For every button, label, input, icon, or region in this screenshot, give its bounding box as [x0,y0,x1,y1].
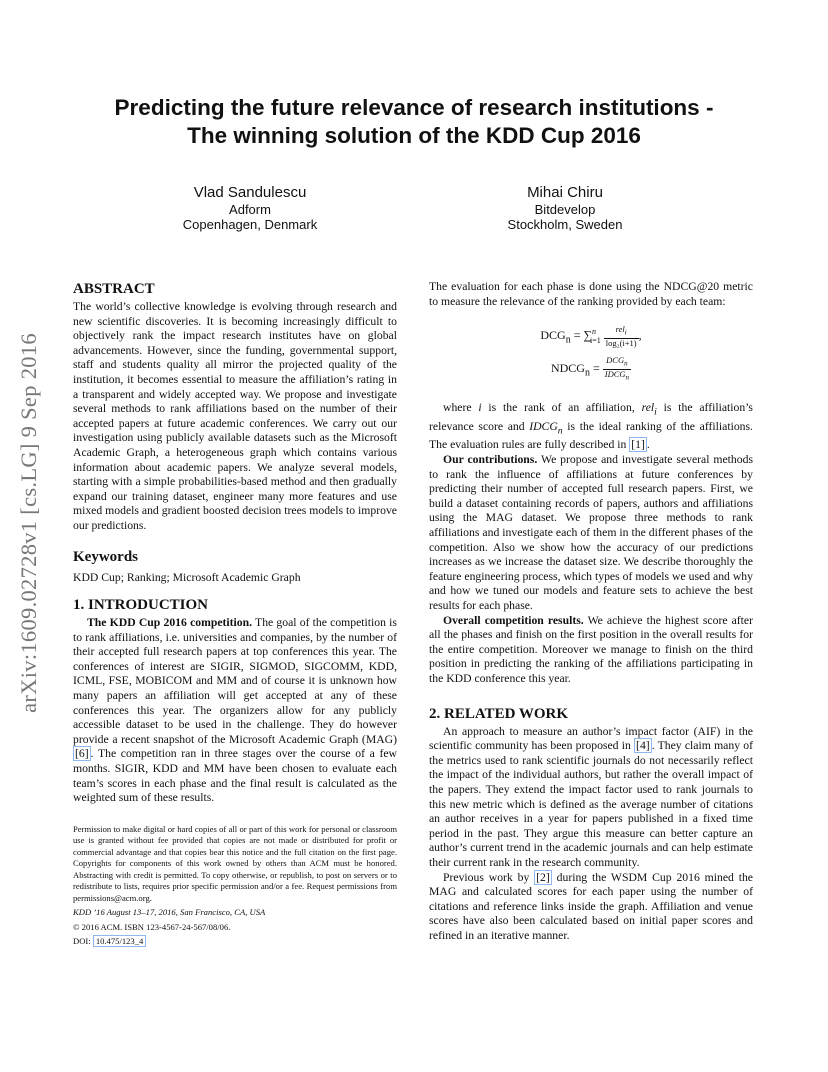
arxiv-identifier [9,293,49,753]
body-text: is the rank of an affiliation, [481,400,642,414]
contributions-paragraph [429,453,753,614]
introduction-heading: 1. INTRODUCTION [73,597,209,614]
body-text: during the WSDM Cup 2016 mined the MAG and calculated scores for each paper using the number of citations and reference links inside the graph. Affiliation and venue scores have also been calculated based on initial paper scores and refined in an iterative manner. [429,870,753,942]
evaluation-intro: The evaluation for each phase is done using the NDCG@20 metric to measure the relevance of the ranking provided by each team: [429,280,753,308]
math-var: rel [641,400,655,414]
doi-link[interactable]: 10.475/123_4 [93,935,147,947]
body-text: . [646,438,650,452]
keywords-heading: Keywords [73,548,138,565]
eq-ndcg-fraction [603,356,631,382]
copyright-line: © 2016 ACM. ISBN 123-4567-24-567/08/06. [73,921,231,932]
equation-dcg [429,325,753,348]
evaluation-where [429,401,753,453]
abstract-text: The world’s collective knowledge is evolving through research and new scientific discoveries. It is becoming increasingly difficult to objectively rank the impact research institutes have on global advancements. However, since the funding, governmental support, staff and students quality all mirror the projected quality of the institution, it becomes essential to measure the affiliation’s rating in a transparent and widely accepted way. We propose and investigate several methods to rank affiliations based on the number of their accepted papers at future academic conferences. We carry out our investigation using publicly available datasets such as the Microsoft Academic Graph, a heterogeneous graph which contains various information about academic papers. We analyze several models, starting with a simple probabilities-based method and then gradually expand our training dataset, engineer many more features and use mixed models and gradient boosted decision trees models to improve our predictions. [73,300,397,532]
author-affiliation: Adform [229,202,271,217]
author-block-2 [475,184,655,232]
eq-num-sub: i [624,328,627,337]
author-location: Stockholm, Sweden [507,217,623,232]
citation-link[interactable]: [4] [636,739,650,753]
eq-den-sub: n [625,373,630,382]
permission-notice: Permission to make digital or hard copies of all or part of this work for personal or classroom use is granted without fee provided that copies are not made or distributed for profit or commercial advantage and that copies bear this notice and the full citation on the first page. Copyrights for components of this work owned by others than ACM must be honored. Abstracting with credit is permitted. To copy otherwise, or republish, to post on servers or to redistribute to lists, requires prior specific permission and/or a fee. Request permissions from permissions@acm.org. [73,823,397,903]
eq-den: IDCG [604,368,626,379]
title-line-1: Predicting the future relevance of research institutions - [114,95,714,120]
author-affiliation: Bitdevelop [534,202,596,217]
math-sub: n [557,424,563,436]
eq-num: DCG [606,355,625,366]
left-column [73,280,397,948]
eq-ndcg-lhs: NDCG [550,361,585,376]
body-text: An approach to measure an author’s impact factor (AIF) in the scientific community has been proposed in [429,724,753,753]
related-work-heading: 2. RELATED WORK [429,705,569,722]
citation-link[interactable]: [1] [631,438,645,452]
math-var: IDCG [529,419,558,433]
keywords-text: KDD Cup; Ranking; Microsoft Academic Graph [73,570,301,584]
title-line-2: The winning solution of the KDD Cup 2016 [187,123,641,148]
body-text: We achieve the highest score after all the phases and finish on the first position in the overall results for the entire competition. Moreover we manage to finish on the third position in predicting the ranking of the affiliations participating in the KDD conference this year. [429,613,753,685]
author-name: Vlad Sandulescu [193,184,307,201]
eq-dcg-lhs: DCG [540,328,566,343]
introduction-paragraph [73,616,397,806]
eq-sum-lower: i=1 [590,335,601,345]
author-location: Copenhagen, Denmark [182,217,318,232]
equation-ndcg [429,356,753,382]
eq-comma: , [638,328,642,343]
results-paragraph [429,614,753,687]
conference-info: KDD ’16 August 13–17, 2016, San Francisco, CA, USA [73,907,266,918]
body-text: We propose and investigate several methods to rank the influence of affiliations at future conferences by predicting their number of accepted full research papers. First, we build a dataset containing records of papers, authors and affiliations using the MAG dataset. We propose three methods to rank affiliations and investigate each of them in the different phases of the competition. Also we show how the accuracy of our predictions increases as we increase the dataset size. We describe thoroughly the feature engineering process, which types of models we used and why and how we tuned our models and feature sets to achieve the best results for each phase. [429,453,753,613]
eq-den: log₂(i+1) [605,337,637,348]
right-column [429,280,753,943]
eq-equals: = [589,361,603,376]
related-paragraph-2 [429,871,753,944]
doi-label: DOI: [73,936,93,947]
related-paragraph-1 [429,725,753,871]
citation-link[interactable]: [6] [75,747,89,761]
author-block-1 [160,184,340,232]
abstract-heading: ABSTRACT [73,281,155,297]
eq-dcg-fraction [604,325,639,348]
body-text: is the affiliation’s relevance score and [429,400,753,433]
author-name: Mihai Chiru [527,184,603,201]
body-text: where [443,400,479,414]
body-text: The goal of the competition is to rank affiliations, i.e. universities and companies, by the number of their accepted full research papers at top conferences this year. The conferences of interest are SIGIR, SIGMOD, SIGCOMM, KDD, ICML, FSE, MOBICOM and MM and of course it is unknown how many papers an affiliation will get accepted at any of these conferences this year. The organizers allow for any publicly accessible dataset to be used in the challenge. They do however provide a recent snapshot of the Microsoft Academic Graph (MAG) [73,616,397,746]
body-text: Previous work by [443,870,535,884]
body-text: . They claim many of the metrics used to rank scientific journals do not necessarily reflect the impact of the individual authors, but rather the overall impact of the papers. They extend the impact factor used to rank journals to this new metric which is defined as the average number of citations an author receives in a year for papers published in a fixed time period in the past. They argue this measure can better capture an author’s current trend in the academic journals and can help estimate their current rank in the research community. [429,739,753,869]
paper-title [60,94,768,150]
citation-link[interactable]: [2] [536,870,550,884]
math-sub: i [654,405,657,417]
eq-num: rel [615,324,625,335]
runin-heading: Overall competition results. [443,613,584,627]
eq-sum-upper: n [592,327,597,337]
doi-line [73,936,397,948]
eq-ndcg-sub: n [584,367,590,379]
runin-heading: The KDD Cup 2016 competition. [87,616,253,630]
eq-dcg-sub: n [565,334,571,346]
body-text: is the ideal ranking of the affiliations. The evaluation rules are fully described in [429,419,753,452]
eq-num-sub: n [624,359,628,368]
math-var: i [478,400,482,414]
body-text: . The competition ran in three stages over the course of a few months. SIGIR, KDD and MM have been chosen to evaluate each team’s scores in each phase and the final result is calculated as the weighted sum of these results. [73,747,397,805]
arxiv-id-text: arXiv:1609.02728v1 [cs.LG] 9 Sep 2016 [16,333,41,713]
runin-heading: Our contributions. [443,453,538,467]
eq-sum-symbol: = ∑ [570,328,593,343]
